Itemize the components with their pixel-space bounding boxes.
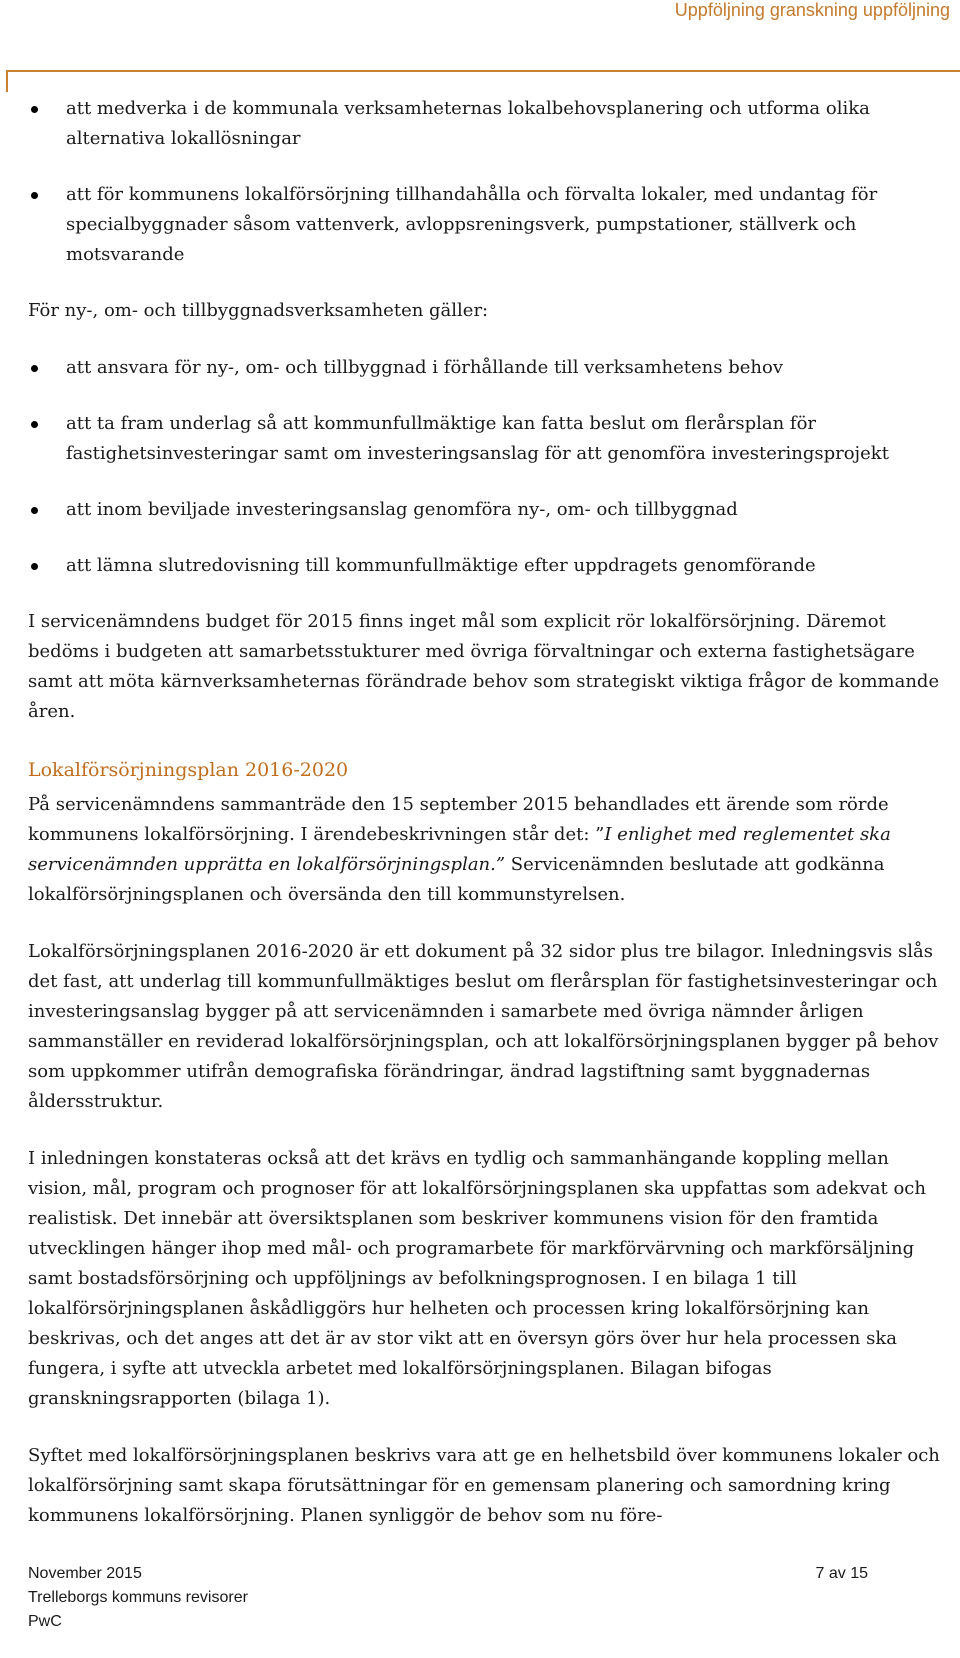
list-item: att inom beviljade investeringsanslag genomföra ny-, om- och tillbyggnad [28,495,948,525]
footer-date: November 2015 [28,1565,142,1582]
bullet-icon [31,563,38,570]
list-item: att medverka i de kommunala verksamheternas lokalbehovsplanering och utforma olika alternativa lokallösningar [28,94,948,154]
list-item: att ta fram underlag så att kommunfullmäktige kan fatta beslut om flerårsplan för fastighetsinvesteringar samt om investeringsanslag för att genomföra investeringsprojekt [28,409,948,469]
bullet-icon [31,192,38,199]
paragraph-intro-construction: För ny-, om- och tillbyggnadsverksamheten gäller: [28,300,489,321]
footer-organisation: Trelleborgs kommuns revisorer [28,1589,248,1606]
header-rule-corner [6,70,8,92]
paragraph-budget: I servicenämndens budget för 2015 finns inget mål som explicit rör lokalförsörjning. Däremot bedöms i budgeten att samarbetsstukturer med övriga förvaltningar och externa fastighetsägare samt att möta kärnverksamheternas förändrade behov som strategiskt viktiga frågor de kommande åren. [28,611,940,722]
paragraph-meeting: På servicenämndens sammanträde den 15 september 2015 behandlades ett ärende som rörde kommunens lokalförsörjning. I ärendebeskrivningen står det: ”I enlighet med reglementet ska servicenämnden upprätta en lokalförsörjningsplan.” Servicenämnden beslutade att godkänna lokalförsörjningsplanen och översända den till kommunstyrelsen. [28,794,891,905]
page-body [28,94,948,1558]
page-number: 7 av 15 [815,1565,868,1582]
bullet-list-responsibilities [28,94,948,270]
bullet-icon [31,365,38,372]
bullet-icon [31,507,38,514]
paragraph-plan: Lokalförsörjningsplanen 2016-2020 är ett dokument på 32 sidor plus tre bilagor. Inledningsvis slås det fast, att underlag till kommunfullmäktiges beslut om flerårsplan för fastighetsinvesteringar och investeringsanslag bygger på att servicenämnden i samarbete med övriga nämnder årligen sammanställer en reviderad lokalförsörjningsplan, och att lokalförsörjningsplanen bygger på behov som uppkommer utifrån demografiska förändringar, ändrad lagstiftning samt byggnadernas åldersstruktur. [28,941,939,1112]
list-item: att ansvara för ny-, om- och tillbyggnad i förhållande till verksamhetens behov [28,353,948,383]
list-item: att för kommunens lokalförsörjning tillhandahålla och förvalta lokaler, med undantag för specialbyggnader såsom vattenverk, avloppsreningsverk, pumpstationer, ställverk och motsvarande [28,180,948,270]
header-rule [6,70,960,72]
running-header: Uppföljning granskning uppföljning [674,0,950,20]
page-footer [28,1562,900,1634]
list-item: att lämna slutredovisning till kommunfullmäktige efter uppdragets genomförande [28,551,948,581]
paragraph-purpose: Syftet med lokalförsörjningsplanen beskrivs vara att ge en helhetsbild över kommunens lokaler och lokalförsörjning samt skapa förutsättningar för en gemensam planering och samordning kring kommunens lokalförsörjning. Planen synliggör de behov som nu före- [28,1445,940,1526]
footer-firm: PwC [28,1613,62,1630]
quoted-text: I enlighet med reglementet ska servicenämnden upprätta en lokalförsörjningsplan.” [28,824,891,875]
paragraph-introduction: I inledningen konstateras också att det krävs en tydlig och sammanhängande koppling mellan vision, mål, program och prognoser för att lokalförsörjningsplanen ska uppfattas som adekvat och realistisk. Det innebär att översiktsplanen som beskriver kommunens vision för den framtida utvecklingen hänger ihop med mål- och programarbete för markförvärvning och markförsäljning samt bostadsförsörjning och uppföljnings av befolkningsprognosen. I en bilaga 1 till lokalförsörjningsplanen åskådliggörs hur helheten och processen kring lokalförsörjning kan beskrivas, och det anges att det är av stor vikt att en översyn görs över hur hela processen ska fungera, i syfte att utveckla arbetet med lokalförsörjningsplanen. Bilagan bifogas granskningsrapporten (bilaga 1). [28,1148,926,1409]
bullet-icon [31,421,38,428]
bullet-list-construction [28,353,948,581]
bullet-icon [31,106,38,113]
section-heading: Lokalförsörjningsplan 2016-2020 [28,759,349,781]
